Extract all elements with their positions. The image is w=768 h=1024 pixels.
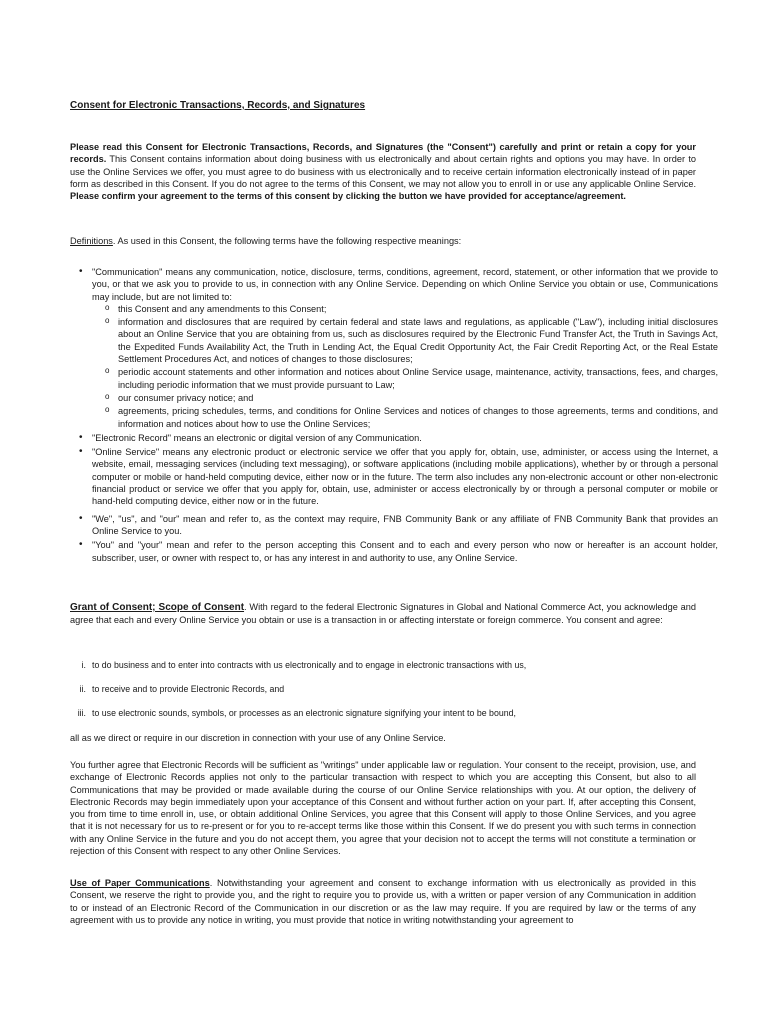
definitions-text: . As used in this Consent, the following terms have the following respective meanings: (112, 236, 462, 246)
definitions-heading: Definitions (70, 236, 113, 246)
consent-item-text: to use electronic sounds, symbols, or processes as an electronic signature signifying your intent to be bound, (92, 708, 516, 718)
consent-item-number: i. (81, 660, 86, 670)
definition-we-us: • "We", "us", and "our" mean and refer to, as the context may require, FNB Community Bank or any affiliate of FNB Community Bank that provides an Online Service to you. (92, 513, 718, 538)
paper-heading: Use of Paper Communications (70, 878, 210, 888)
paper-communications-paragraph (70, 877, 696, 926)
consent-item-number: ii. (79, 684, 86, 694)
consent-item (70, 707, 696, 731)
consent-item-number: iii. (77, 708, 86, 718)
consent-item-text: to receive and to provide Electronic Records, and (92, 684, 285, 694)
sub-item: o our consumer privacy notice; and (118, 392, 718, 404)
grant-heading: Grant of Consent; Scope of Consent (70, 602, 245, 613)
intro-bold-lead: Please read this Consent for Electronic Transactions, Records, and Signatures (the "Consent") carefully and print or retain a copy for your records. (70, 142, 696, 165)
consent-item (70, 683, 696, 707)
sub-item: o agreements, pricing schedules, terms, and conditions for Online Services and notices of changes to those agreements, terms and conditions, and information and notices about how to use the Online Services; (118, 405, 718, 430)
consent-item (70, 659, 696, 683)
definition-you: • "You" and "your" mean and refer to the person accepting this Consent and to each and every person who now or hereafter is an account holder, subscriber, user, or owner with respect to, or has any interest in and authority to use, any Online Service. (92, 539, 718, 564)
definition-communication (92, 266, 718, 430)
communication-sublist (92, 303, 718, 430)
grant-text: . With regard to the federal Electronic Signatures in Global and National Commerce Act, you acknowledge and agree that each and every Online Service you obtain or use is a transaction in or affecting interstate or foreign commerce. You consent and agree: (70, 602, 696, 626)
sub-item: o this Consent and any amendments to this Consent; (118, 303, 718, 315)
definitions-paragraph (70, 235, 461, 247)
document-title: Consent for Electronic Transactions, Records, and Signatures (70, 100, 366, 111)
intro-body: This Consent contains information about doing business with us electronically and about certain rights and options you may have. In order to use the Online Services we offer, you must agree to do business with us electronically and to receive certain information electronically instead of in paper form as described in this Consent. If you do not agree to the terms of this Consent, we may not allow you to enroll in or use any applicable Online Service. (70, 154, 696, 189)
definition-electronic-record: • "Electronic Record" means an electronic or digital version of any Communication. (92, 432, 718, 444)
sub-item: o information and disclosures that are required by certain federal and state laws and regulations, as applicable ("Law"), including initial disclosures about an Online Service that you are obtaining from us, such as disclosures required by the Electronic Fund Transfer Act, the Truth in Savings Act, the Expedited Funds Availability Act, the Truth in Lending Act, the Equal Credit Opportunity Act, the Fair Credit Reporting Act, or the Real Estate Settlement Procedures Act, and notices of changes to those disclosures; (118, 316, 718, 365)
further-agree-paragraph: You further agree that Electronic Records will be sufficient as "writings" under applicable law or regulation. Your consent to the receipt, provision, use, and exchange of Electronic Records applies not only to the particular transaction with respect to which you are accepting this Consent, but also to all Communications that may be provided or made available during the course of our Online Service relationships with you. At our option, the delivery of Electronic Records may begin immediately upon your acceptance of this Consent and without further action on your part. If, after accepting this Consent, you from time to time enroll in, use, or obtain additional Online Services, you agree that this Consent will apply to those Online Services, and you agree that it is not necessary for us to re-present or for you to re-accept terms like those within this Consent. If we do present you with such terms in connection with any Online Service in the future and you do not accept them, you agree that your decision not to accept the terms will not constitute a termination or rejection of this Consent with respect to any other Online Services. (70, 760, 696, 857)
grant-paragraph (70, 601, 696, 627)
consent-item-text: to do business and to enter into contracts with us electronically and to engage in electronic transactions with us, (92, 660, 527, 670)
definitions-list (70, 266, 718, 566)
intro-bold-tail: Please confirm your agreement to the terms of this consent by clicking the button we have provided for acceptance/agreement. (70, 191, 626, 202)
definition-online-service: • "Online Service" means any electronic product or electronic service we offer that you apply for, obtain, use, administer, or access using the Internet, a website, email, messaging services (including text messaging), or software applications (including mobile applications), whether by or through a personal computer or mobile or hand-held computing device, either now or in the future. The term also includes any non-electronic account or other non-electronic financial product or service we offer that you apply for, obtain, use, administer or access electronically by or through a personal computer or mobile or hand-held computing device, either now or in the future. (92, 446, 718, 507)
paper-text: . Notwithstanding your agreement and consent to exchange information with us electronically as provided in this Consent, we reserve the right to provide you, and the right to require you to provide us, with a written or paper version of any Communication in addition to or instead of an Electronic Record of the Communication in our discretion or as the law may require. If you are required by law or the terms of any agreement with us to provide any notice in writing, you must provide that notice in writing notwithstanding your agreement to (70, 878, 696, 925)
intro-paragraph (70, 141, 696, 202)
consent-items-list (70, 659, 696, 731)
definition-communication-text: "Communication" means any communication, notice, disclosure, terms, conditions, agreement, record, statement, or other information that we provide to you, or that we ask you to provide to us, in connection with any Online Service. Depending on which Online Service you obtain or use, Communications may include, but are not limited to: (92, 267, 718, 302)
sub-item: o periodic account statements and other information and notices about Online Service usage, maintenance, activity, transactions, fees, and charges, including periodic information that we must provide pursuant to Law; (118, 366, 718, 391)
all-as-paragraph: all as we direct or require in our discretion in connection with your use of any Online Service. (70, 733, 446, 743)
